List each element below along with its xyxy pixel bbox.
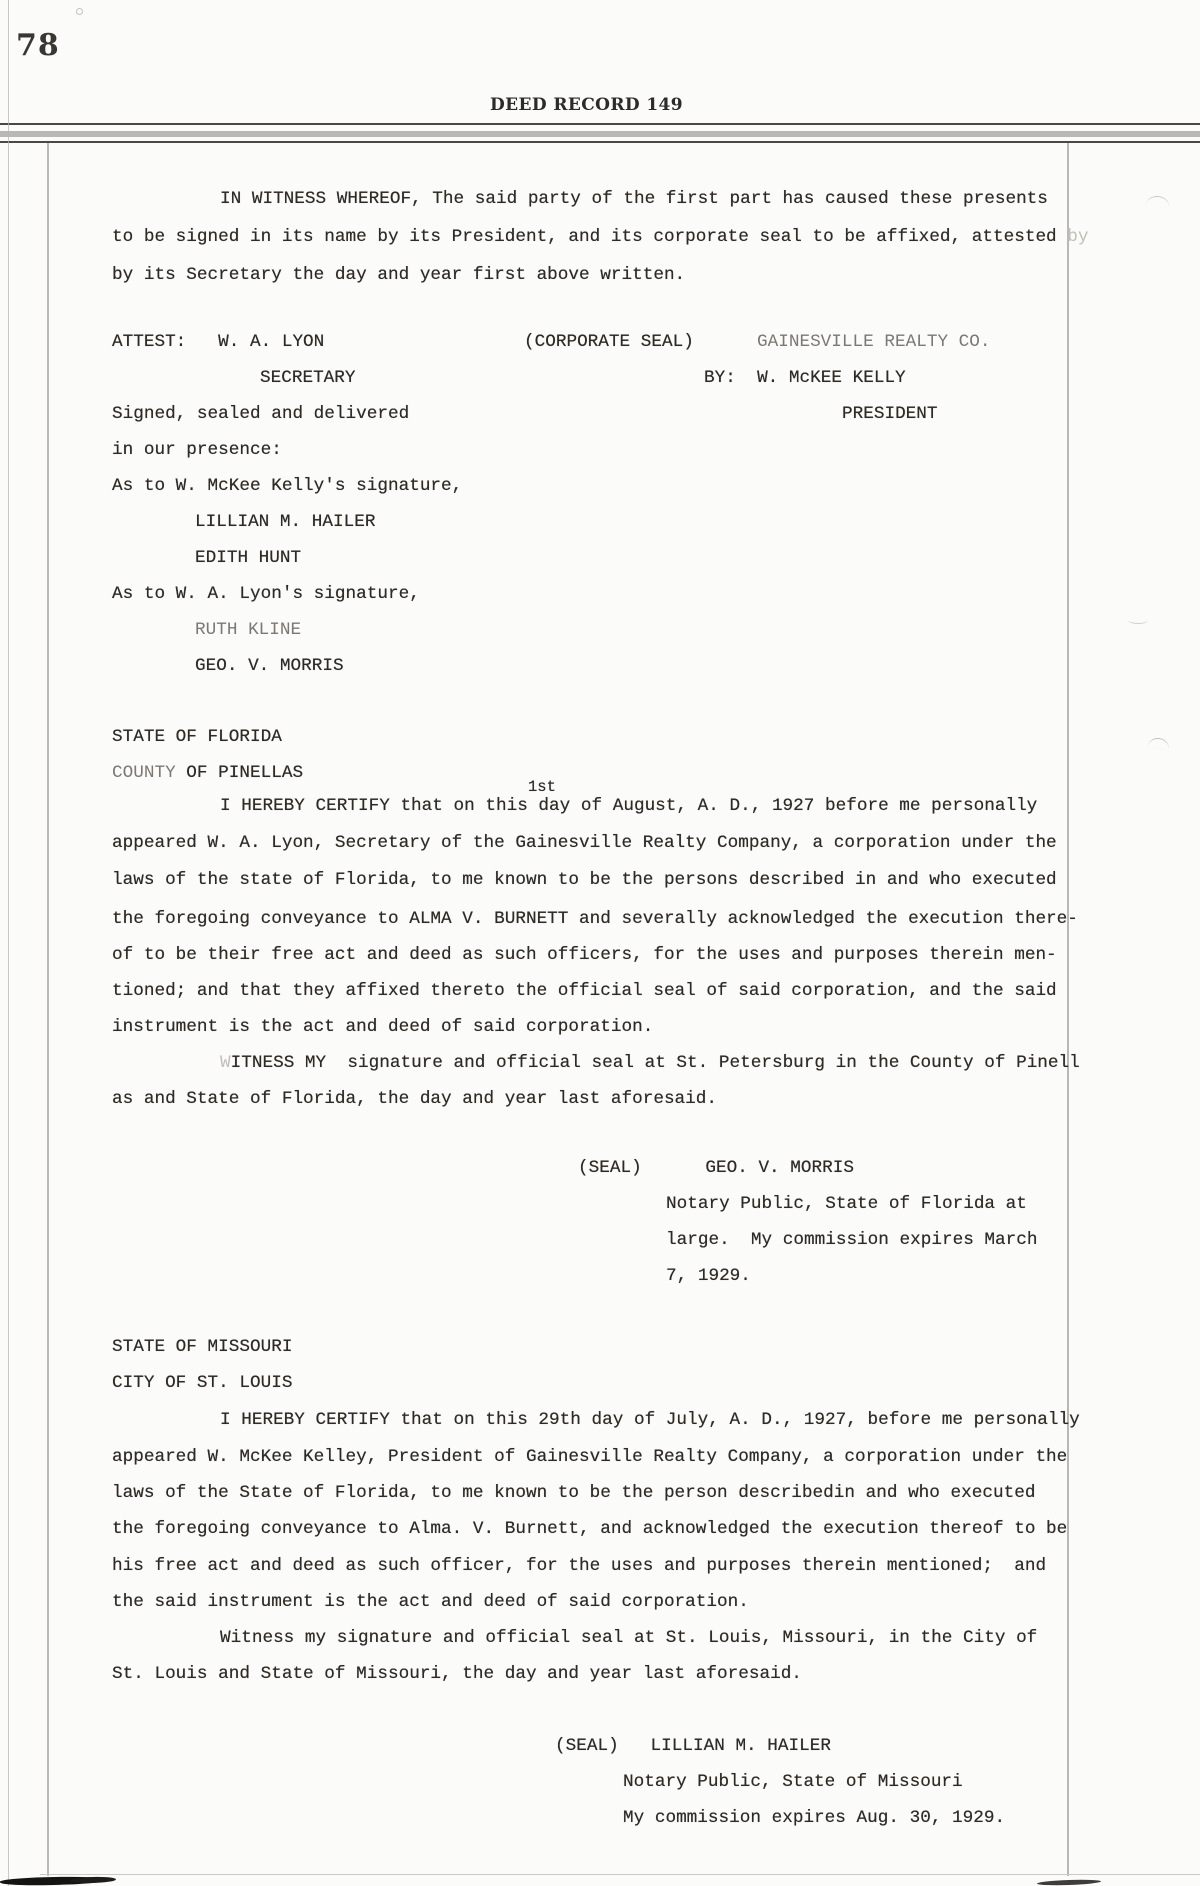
typed-line: tioned; and that they affixed thereto the official seal of said corporation, and the said [112,981,1057,1001]
typed-line: large. My commission expires March [666,1230,1038,1250]
typed-line: Witness my signature and official seal at St. Louis, Missouri, in the City of [220,1628,1038,1648]
typed-line: (SEAL) LILLIAN M. HAILER [555,1736,831,1756]
typed-line: laws of the state of Florida, to me known to be the persons described in and who executed [112,870,1057,890]
typed-line: CITY OF ST. LOUIS [112,1373,293,1393]
ink-smudge-bottom-right [1037,1879,1101,1886]
typed-line: (SEAL) GEO. V. MORRIS [578,1158,854,1178]
typed-line: Notary Public, State of Missouri [623,1772,963,1792]
page-rule-bottom [40,1874,1200,1875]
typed-line: EDITH HUNT [195,548,302,568]
typed-line: Notary Public, State of Florida at [666,1194,1027,1214]
typed-line: St. Louis and State of Missouri, the day and year last aforesaid. [112,1664,802,1684]
typed-line: to be signed in its name by its President, and its corporate seal to be affixed, attested by [112,227,1089,247]
header-rule-bottom [0,141,1200,143]
page-edge-line-left [8,0,9,1886]
typed-line: PRESIDENT [842,404,938,424]
typed-line: the foregoing conveyance to ALMA V. BURNETT and severally acknowledged the execution there- [112,909,1078,929]
typed-line: COUNTY OF PINELLAS [112,763,304,783]
typed-line: As to W. A. Lyon's signature, [112,584,420,604]
typed-line: STATE OF MISSOURI [112,1337,293,1357]
typed-line: RUTH KLINE [195,620,302,640]
typed-line: appeared W. McKee Kelley, President of Gainesville Realty Company, a corporation under the [112,1447,1068,1467]
typed-line: As to W. McKee Kelly's signature, [112,476,463,496]
typed-line: I HEREBY CERTIFY that on this 29th day of July, A. D., 1927, before me personally [220,1410,1080,1430]
typed-line: the foregoing conveyance to Alma. V. Burnett, and acknowledged the execution thereof to be [112,1519,1068,1539]
typed-line: LILLIAN M. HAILER [195,512,376,532]
scan-mark-right-middle [1128,616,1148,624]
page-header-title: DEED RECORD 149 [490,95,684,115]
scan-mark-right-top [1145,195,1170,208]
scan-mark-right-lower [1147,736,1171,751]
typed-line: Signed, sealed and delivered [112,404,410,424]
typed-line: IN WITNESS WHEREOF, The said party of the first part has caused these presents [220,189,1048,209]
typed-line: appeared W. A. Lyon, Secretary of the Gainesville Realty Company, a corporation under the [112,833,1057,853]
typed-line: as and State of Florida, the day and year last aforesaid. [112,1089,718,1109]
typed-line: the said instrument is the act and deed of said corporation. [112,1592,749,1612]
typed-line: I HEREBY CERTIFY that on this day of August, A. D., 1927 before me personally [220,796,1038,816]
typed-line: My commission expires Aug. 30, 1929. [623,1808,1006,1828]
page-number: 78 [16,28,60,63]
typed-line: GAINESVILLE REALTY CO. [757,332,991,352]
typed-line: ATTEST: W. A. LYON [112,332,325,352]
margin-rule-left [47,143,49,1876]
typed-line: (CORPORATE SEAL) [524,332,694,352]
header-rule-top [0,123,1200,125]
typed-line: 7, 1929. [666,1266,751,1286]
typed-line: STATE OF FLORIDA [112,727,282,747]
typed-line: BY: W. McKEE KELLY [704,368,906,388]
typed-line: SECRETARY [260,368,356,388]
header-rule-band [0,131,1200,137]
typed-line: 1st [528,778,556,796]
ink-blob-bottom-left [0,1876,108,1886]
typed-line: laws of the State of Florida, to me known to be the person describedin and who executed [112,1483,1036,1503]
typed-line: in our presence: [112,440,282,460]
typed-line: instrument is the act and deed of said corporation. [112,1017,654,1037]
typed-line: of to be their free act and deed as such officers, for the uses and purposes therein men- [112,945,1057,965]
margin-rule-right [1067,143,1069,1876]
typed-line: WITNESS MY signature and official seal at St. Petersburg in the County of Pinell [220,1053,1080,1073]
typed-line: GEO. V. MORRIS [195,656,344,676]
typed-line: by its Secretary the day and year first above written. [112,265,686,285]
typed-line: his free act and deed as such officer, for the uses and purposes therein mentioned; and [112,1556,1047,1576]
scan-speck [76,8,83,15]
